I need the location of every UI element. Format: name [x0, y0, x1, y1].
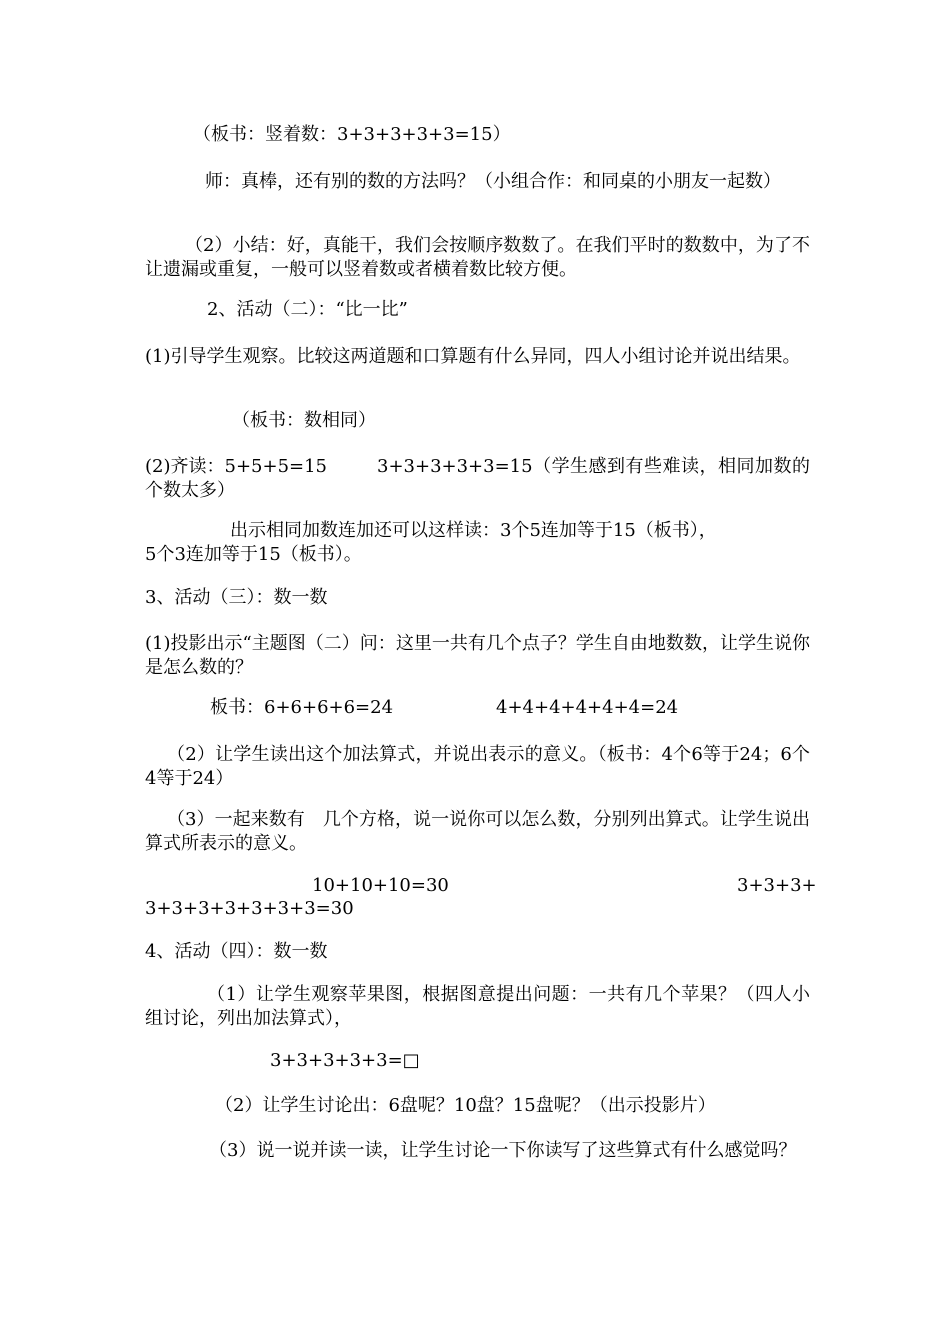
observe-compare-paragraph: (1)引导学生观察。比较这两道题和口算题有什么异同，四人小组讨论并说出结果。	[145, 346, 801, 367]
apple-picture-paragraph: （1）让学生观察苹果图，根据图意提出问题：一共有几个苹果？（四人小组讨论，列出加法算式），	[145, 984, 810, 1029]
read-aloud-second: 3+3+3+3+3=15（学生感到有些难读，相同加数的个数太多）	[145, 456, 810, 501]
count-squares-paragraph: （3）一起来数有 几个方格，说一说你可以怎么数，分别列出算式。让学生说出算式所表示的意义。	[145, 809, 810, 854]
board-note-same-numbers: （板书：数相同）	[232, 410, 376, 431]
board-equation-6s: 板书：6+6+6+6=24	[210, 697, 394, 718]
board-equation-4s: 4+4+4+4+4+4=24	[496, 697, 679, 718]
discuss-plates: （2）让学生讨论出：6盘呢？10盘？15盘呢？（出示投影片）	[215, 1095, 716, 1116]
activity-3-heading: 3、活动（三）：数一数	[145, 587, 328, 608]
read-equation-meaning: （2）让学生读出这个加法算式，并说出表示的意义。（板书：4个6等于24；6个4等于24）	[145, 744, 810, 789]
read-aloud-first: (2)齐读：5+5+5=15	[145, 456, 328, 477]
equation-tens: 10+10+10=30	[312, 875, 449, 896]
projection-paragraph: (1)投影出示“主题图（二）问：这里一共有几个点子？学生自由地数数，让学生说你是怎么数的？	[145, 633, 810, 678]
teacher-question: 师：真棒，还有别的数的方法吗？（小组合作：和同桌的小朋友一起数）	[205, 171, 781, 192]
equation-threes-start: 3+3+3+	[737, 875, 817, 896]
say-and-read-paragraph: （3）说一说并读一读，让学生讨论一下你读写了这些算式有什么感觉吗？	[209, 1140, 797, 1161]
continuous-addition-reading-2: 5个3连加等于15（板书）。	[145, 544, 362, 565]
equation-threes-end: 3+3+3+3+3+3+3=30	[145, 898, 354, 919]
activity-4-heading: 4、活动（四）：数一数	[145, 941, 328, 962]
activity-2-heading: 2、活动（二）：“比一比”	[207, 299, 408, 320]
summary-paragraph: （2）小结：好，真能干，我们会按顺序数数了。在我们平时的数数中，为了不让遗漏或重复，一般可以竖着数或者横着数比较方便。	[145, 235, 810, 280]
board-note-vertical-count: （板书：竖着数：3+3+3+3+3=15）	[193, 124, 511, 145]
apple-equation: 3+3+3+3+3=□	[270, 1050, 420, 1071]
continuous-addition-reading: 出示相同加数连加还可以这样读：3个5连加等于15（板书），	[230, 520, 717, 541]
